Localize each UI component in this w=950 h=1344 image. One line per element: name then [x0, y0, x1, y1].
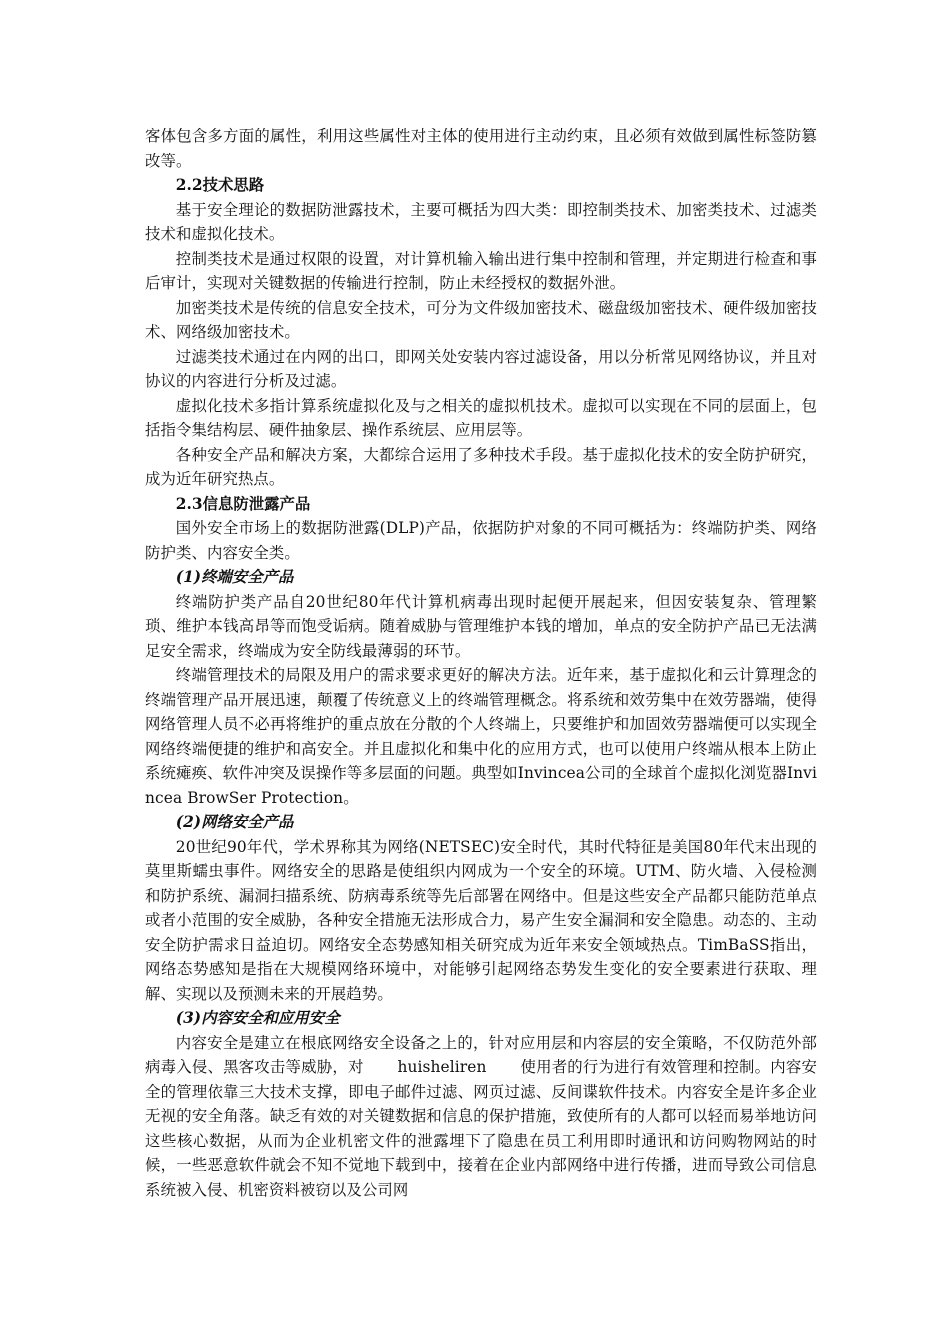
paragraph-endpoint-management: 终端管理技术的局限及用户的需求要求更好的解决方法。近年来，基于虚拟化和云计算理念的终端管理产品开展迅速，颠覆了传统意义上的终端管理概念。将系统和效劳集中在效劳器端，使得网络管理人员不必再将维护的重点放在分散的个人终端上，只要维护和加固效劳器端便可以实现全网络终端便捷的维护和高安全。并且虚拟化和集中化的应用方式，也可以使用户终端从根本上防止系统瘫痪、软件冲突及误操作等多层面的问题。典型如Invincea公司的全球首个虚拟化浏览器Invincea BrowSer Protection。: [145, 666, 817, 807]
paragraph-content-security: [145, 1031, 817, 1203]
paragraph-attributes: 客体包含多方面的属性，利用这些属性对主体的使用进行主动约束，且必须有效做到属性标签防篡改等。: [145, 127, 817, 170]
paragraph-content-security-part1: 内容安全是建立在根底网络安全设备之上的，针对应用层和内容层的安全策略，不仅防范外部病毒入侵、黑客攻击等威胁，对: [145, 1033, 817, 1076]
paragraph-combined-tech: 各种安全产品和解决方案，大都综合运用了多种技术手段。基于虚拟化技术的安全防护研究，成为近年研究热点。: [145, 445, 817, 488]
paragraph-virtualization-tech: 虚拟化技术多指计算系统虚拟化及与之相关的虚拟机技术。虚拟可以实现在不同的层面上，包括指令集结构层、硬件抽象层、操作系统层、应用层等。: [145, 396, 817, 439]
document-body: [145, 124, 817, 1202]
paragraph-control-tech: 控制类技术是通过权限的设置，对计算机输入输出进行集中控制和管理，并定期进行检查和事后审计，实现对关键数据的传输进行控制，防止未经授权的数据外泄。: [145, 249, 817, 292]
section-heading-2-2: 2.2技术思路: [175, 176, 265, 194]
paragraph-encryption-tech: 加密类技术是传统的信息安全技术，可分为文件级加密技术、磁盘级加密技术、硬件级加密技术、网络级加密技术。: [145, 298, 817, 341]
paragraph-dlp-products: 国外安全市场上的数据防泄露(DLP)产品，依据防护对象的不同可概括为：终端防护类、网络防护类、内容安全类。: [145, 519, 817, 562]
inline-word: huisheliren: [397, 1058, 487, 1076]
subheading-network-security: (2)网络安全产品: [175, 813, 294, 831]
paragraph-endpoint-history: 终端防护类产品自20世纪80年代计算机病毒出现时起便开展起来，但因安装复杂、管理繁琐、维护本钱高昂等而饱受诟病。随着威胁与管理维护本钱的增加，单点的安全防护产品已无法满足安全需求，终端成为安全防线最薄弱的环节。: [145, 592, 817, 660]
section-heading-2-3: 2.3信息防泄露产品: [175, 494, 311, 513]
subheading-endpoint-security: (1)终端安全产品: [175, 568, 294, 586]
paragraph-content-security-part2: 使用者的行为进行有效管理和控制。内容安全的管理依靠三大技术支撑，即电子邮件过滤、网页过滤、反间谍软件技术。内容安全是许多企业无视的安全角落。缺乏有效的对关键数据和信息的保护措施，致使所有的人都可以轻而易举地访问这些核心数据，从而为企业机密文件的泄露埋下了隐患在员工利用即时通讯和访问购物网站的时候，一些恶意软件就会不知不觉地下载到中，接着在企业内部网络中进行传播，进而导致公司信息系统被入侵、机密资料被窃以及公司网: [145, 1058, 817, 1199]
paragraph-network-security: 20世纪90年代，学术界称其为网络(NETSEC)安全时代，其时代特征是美国80年代末出现的莫里斯蠕虫事件。网络安全的思路是使组织内网成为一个安全的环境。UTM、防火墙、入侵检测和防护系统、漏洞扫描系统、防病毒系统等先后部署在网络中。但是这些安全产品都只能防范单点或者小范围的安全威胁，各种安全措施无法形成合力，易产生安全漏洞和安全隐患。动态的、主动安全防护需求日益迫切。网络安全态势感知相关研究成为近年来安全领域热点。TimBaSS指出，网络态势感知是指在大规模网络环境中，对能够引起网络态势发生变化的安全要素进行获取、理解、实现以及预测未来的开展趋势。: [145, 837, 817, 1003]
paragraph-four-categories: 基于安全理论的数据防泄露技术，主要可概括为四大类：即控制类技术、加密类技术、过滤类技术和虚拟化技术。: [145, 200, 817, 243]
paragraph-filter-tech: 过滤类技术通过在内网的出口，即网关处安装内容过滤设备，用以分析常见网络协议，并且对协议的内容进行分析及过滤。: [145, 347, 817, 390]
subheading-content-security: (3)内容安全和应用安全: [175, 1009, 340, 1027]
